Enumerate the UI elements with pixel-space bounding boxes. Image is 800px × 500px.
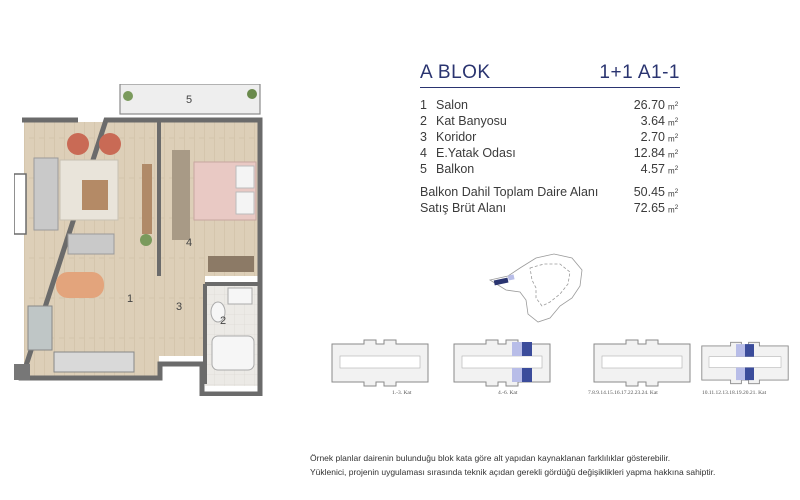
- area-unit: $m^2$: [668, 117, 679, 128]
- shoe-cabinet: [208, 256, 254, 272]
- pillow: [236, 166, 254, 188]
- area-unit: $m^2$: [668, 101, 679, 112]
- room-area: 4.57: [640, 162, 665, 176]
- unit-header: [420, 62, 680, 88]
- room-number-5: 5: [186, 94, 193, 106]
- key-plan-drawing: [330, 338, 430, 388]
- area-unit: $m^2$: [668, 204, 679, 215]
- room-number: 1: [420, 98, 427, 112]
- room-area: 12.84: [633, 146, 665, 160]
- kitchen-counter: [54, 352, 134, 372]
- window: [14, 174, 26, 234]
- key-plan-label: 1.-3. Kat: [392, 390, 412, 396]
- plant-icon: [140, 234, 152, 246]
- room-row: [420, 97, 680, 113]
- room-row: [420, 129, 680, 145]
- kitchen-counter: [28, 306, 52, 350]
- total-row: [420, 184, 680, 200]
- site-plan: [480, 240, 590, 330]
- footnotes: [310, 451, 715, 479]
- key-plan-3: [588, 338, 692, 396]
- area-unit: $m^2$: [668, 133, 679, 144]
- key-plan-label: 4.-6. Kat: [498, 390, 518, 396]
- room-name: E.Yatak Odası: [436, 146, 516, 160]
- room-number: 3: [420, 130, 427, 144]
- wardrobe: [172, 150, 190, 240]
- key-plan-drawing: [452, 338, 552, 388]
- room-number-4: 4: [186, 237, 193, 249]
- key-plan-4: [700, 338, 800, 396]
- coffee-table: [82, 180, 108, 210]
- room-number-3: 3: [176, 301, 183, 313]
- plant-icon: [123, 91, 133, 101]
- unit-info-panel: [420, 62, 680, 216]
- tv-unit: [142, 164, 152, 234]
- pillow: [236, 192, 254, 214]
- room-name: Balkon: [436, 162, 475, 176]
- area-totals: [420, 184, 680, 216]
- armchair: [67, 133, 89, 155]
- column: [14, 364, 30, 380]
- room-row: [420, 113, 680, 129]
- floor-plan-drawing: [14, 84, 276, 396]
- total-area: 72.65: [633, 201, 665, 215]
- armchair: [99, 133, 121, 155]
- room-area: 2.70: [640, 130, 665, 144]
- key-plan-2: [452, 338, 552, 396]
- dining-table: [56, 272, 104, 298]
- room-row: [420, 161, 680, 177]
- footnote: Örnek planlar dairenin bulunduğu blok kata göre alt yapıdan kaynaklanan farklılıklar gösterebilir.: [310, 453, 671, 463]
- bathtub: [212, 336, 254, 370]
- total-label: Balkon Dahil Toplam Daire Alanı: [420, 185, 599, 199]
- area-unit: $m^2$: [668, 188, 679, 199]
- total-area: 50.45: [633, 185, 665, 199]
- unit-type: 1+1 A1-1: [599, 62, 680, 83]
- sofa: [34, 158, 58, 230]
- key-plan-1: [330, 338, 430, 396]
- room-number: 2: [420, 114, 427, 128]
- corridor-floor: [159, 276, 205, 356]
- plant-icon: [247, 89, 257, 99]
- room-number-2: 2: [220, 315, 227, 327]
- room-area: 26.70: [633, 98, 665, 112]
- footnote: Yüklenici, projenin uygulaması sırasında teknik açıdan gerekli gördüğü değişiklikleri yapma hakkına sahiptir.: [310, 467, 716, 477]
- room-name: Salon: [436, 98, 468, 112]
- sofa: [68, 234, 114, 254]
- block-title: A BLOK: [420, 62, 491, 83]
- key-plan-label: 10.11.12.13.18.19.20.21. Kat: [702, 390, 767, 396]
- area-unit: $m^2$: [668, 165, 679, 176]
- room-area: 3.64: [640, 114, 665, 128]
- sink: [228, 288, 252, 304]
- key-plan-label: 7.8.9.14.15.16.17.22.23.24. Kat: [588, 390, 658, 396]
- room-number-1: 1: [127, 293, 134, 305]
- total-row: [420, 200, 680, 216]
- key-plan-drawing: [700, 338, 790, 388]
- key-plan-drawing: [592, 338, 692, 388]
- area-unit: $m^2$: [668, 149, 679, 160]
- room-list: [420, 97, 680, 177]
- floor-plan: [14, 84, 276, 396]
- room-number: 5: [420, 162, 427, 176]
- room-row: [420, 145, 680, 161]
- site-plan-drawing: [480, 240, 590, 330]
- room-name: Koridor: [436, 130, 477, 144]
- total-label: Satış Brüt Alanı: [420, 201, 507, 215]
- room-number: 4: [420, 146, 427, 160]
- room-name: Kat Banyosu: [436, 114, 507, 128]
